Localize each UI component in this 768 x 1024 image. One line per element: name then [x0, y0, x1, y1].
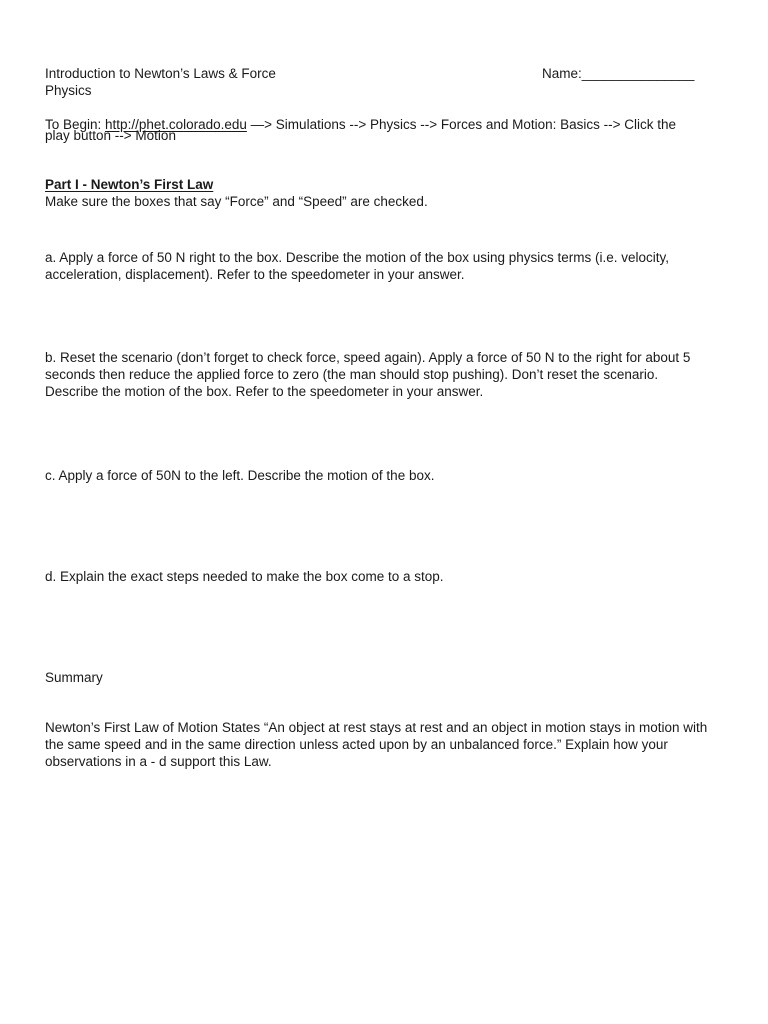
summary-line: observations in a - d support this Law. [45, 754, 272, 769]
name-field: Name:_______________ [542, 66, 695, 81]
summary-heading: Summary [45, 670, 103, 685]
part1-heading: Part I - Newton’s First Law [45, 177, 214, 192]
question-b [45, 349, 735, 400]
question-a-line: a. Apply a force of 50 N right to the box. Describe the motion of the box using physics terms (i.e. velocity, [45, 250, 670, 265]
question-b-line: seconds then reduce the applied force to zero (the man should stop pushing). Don’t reset the scenario. [45, 367, 659, 382]
summary-line: Newton’s First Law of Motion States “An object at rest stays at rest and an object in motion stays in motion with [45, 720, 708, 735]
navigation-path: —> Simulations --> Physics --> Forces and Motion: Basics --> Click the [250, 117, 677, 132]
worksheet-title: Introduction to Newton’s Laws & Force [45, 66, 276, 81]
part1-intro: Make sure the boxes that say “Force” and “Speed” are checked. [45, 194, 428, 209]
question-c-line: c. Apply a force of 50N to the left. Describe the motion of the box. [45, 468, 435, 483]
summary-line: the same speed and in the same direction unless acted upon by an unbalanced force.” Explain how your [45, 737, 668, 752]
question-d-line: d. Explain the exact steps needed to make the box come to a stop. [45, 569, 444, 584]
phet-link[interactable]: http://phet.colorado.edu [105, 117, 247, 132]
summary-paragraph [45, 719, 735, 770]
navigation-path-continued: play button --> Motion [45, 128, 176, 143]
question-c [45, 467, 735, 484]
worksheet-subject: Physics [45, 83, 92, 98]
instructions-prefix: To Begin: [45, 117, 106, 132]
question-a-line: acceleration, displacement). Refer to the speedometer in your answer. [45, 267, 465, 282]
question-b-line: Describe the motion of the box. Refer to the speedometer in your answer. [45, 384, 484, 399]
question-a [45, 249, 735, 283]
question-b-line: b. Reset the scenario (don’t forget to check force, speed again). Apply a force of 50 N to the right for about 5 [45, 350, 691, 365]
question-d [45, 568, 735, 585]
